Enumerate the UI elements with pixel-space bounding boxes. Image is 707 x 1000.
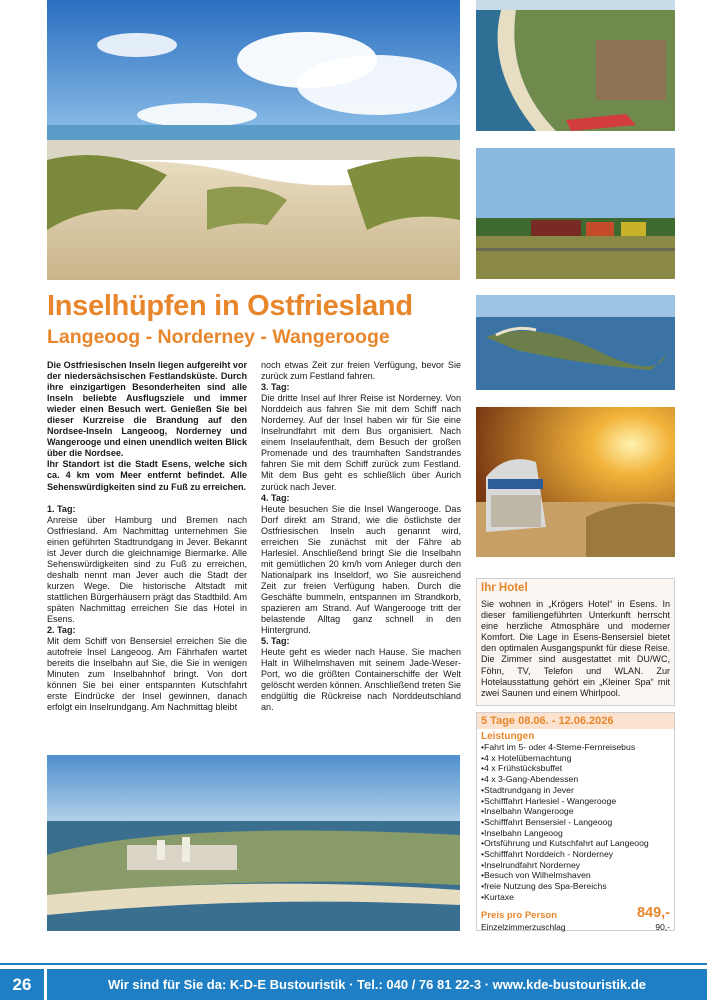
footer-contact: Wir sind für Sie da: K-D-E Bustouristik · Tel.: 040 / 76 81 22-3 · www.kde-bustouristik.de	[47, 969, 707, 1000]
list-item: • 4 x Frühstücksbuffet	[481, 763, 670, 774]
aerial-island-photo	[476, 0, 675, 131]
list-item: • Schifffahrt Norddeich - Norderney	[481, 849, 670, 860]
day2-text: Mit dem Schiff von Bensersiel erreichen Sie die autofreie Insel Langeoog. Am Fährhafen wartet bereits die Inselbahn auf Sie, die Sie in wenigen Minuten zum Inselbahnhof bringt. Von dort können Sie bei einer entspannten Kutschfahrt erste Eindrücke der Insel gewinnen, danach erfolgt ein Inselrundgang. Am Nachmittag bleibt	[47, 636, 247, 713]
day4-text: Heute besuchen Sie die Insel Wangerooge. Das Dorf direkt am Strand, wie die östlichste der Ostfriesischen Inseln auch genannt wird, erreichen Sie zunächst mit der Fähre ab Harlesiel. Anschließend bringt Sie die Inselbahn mit gemütlichen 20 km/h vom Anleger durch den Nationalpark ins Inseldorf, wo Sie ausreichend Zeit zur freien Verfügung haben. Durch die Geschäfte bummeln, entspannen im Strandkorb, spazieren am Strand. Auf Wangerooge tritt der belastende Alltag ganz schnell in den Hintergrund.	[261, 503, 461, 636]
list-item: • freie Nutzung des Spa-Bereichs	[481, 881, 670, 892]
page-number: 26	[0, 969, 44, 1000]
list-item: • Kurtaxe	[481, 892, 670, 903]
trip-date: 5 Tage 08.06. - 12.06.2026	[477, 713, 674, 729]
beach-chair-sunset-photo	[476, 407, 675, 557]
price-label: Preis pro Person	[481, 910, 558, 921]
list-item: • Schifffahrt Harlesiel - Wangerooge	[481, 796, 670, 807]
list-item: • Stadtrundgang in Jever	[481, 785, 670, 796]
intro-text: Die Ostfriesischen Inseln liegen aufgereiht vor der niedersächsischen Festlandsküste. Durch ihre einzigartigen Besonderheiten sind alle Inseln beliebte Ausflugsziele und immer wieder einen Besuch wert. Genießen Sie bei dieser Kurzreise die Brandung auf den Nordsee-Inseln Langeoog, Norderney und Wangerooge und einen unendlich weiten Blick über die Nordsee.	[47, 360, 247, 459]
hotel-text: Sie wohnen in „Krögers Hotel“ in Esens. In dieser familiengeführten Unterkunft herrscht eine herzliche Atmosphäre und moderner Komfort. Die Lage in Esens-Bensersiel bietet den optimalen Ausgangspunkt für diese Reise. Die Zimmer sind ausgestattet mit DU/WC, Föhn, TV, Telefon und WLAN. Zur Hotelausstattung gehört ein „Kleiner Spa“ mit zwei Saunen und einem Whirlpool.	[481, 599, 670, 698]
single-room-surcharge-label: Einzelzimmerzuschlag	[481, 922, 566, 932]
text-column-2	[261, 360, 461, 714]
day1-text: Anreise über Hamburg und Bremen nach Ostfriesland. Am Nachmittag unternehmen Sie einen geführten Stadtrundgang in Jever. Bekannt ist Jever durch die gleichnamige Biermarke. Alle Sehenswürdigkeiten sind zu Fuß zu erreichen, deshalb nennt man Jever auch die Stadt der kurzen Wege. Die historische Altstadt mit stattlichen Bürgerhäusern prägt das Stadtbild. Am späten Nachmittag erreichen Sie das Hotel in Esens.	[47, 514, 247, 625]
list-item: • Besuch von Wilhelmshaven	[481, 870, 670, 881]
leistungen-heading: Leistungen	[481, 731, 535, 742]
list-item: • Inselrundfahrt Norderney	[481, 860, 670, 871]
day2-continued-text: noch etwas Zeit zur freien Verfügung, bevor Sie zurück zum Festland fahren.	[261, 360, 461, 382]
list-item: • Fahrt im 5- oder 4-Sterne-Fernreisebus	[481, 742, 670, 753]
day5-heading: 5. Tag:	[261, 636, 290, 647]
day2-heading: 2. Tag:	[47, 625, 76, 636]
list-item: • Inselbahn Langeoog	[481, 828, 670, 839]
island-aerial-sea-photo	[476, 295, 675, 390]
list-item: • Schifffahrt Bensersiel - Langeoog	[481, 817, 670, 828]
price-value: 849,-	[636, 905, 670, 921]
aerial-coast-town-photo	[47, 755, 460, 931]
hotel-info-box	[476, 578, 675, 706]
day3-heading: 3. Tag:	[261, 382, 290, 393]
dune-beach-photo	[47, 0, 460, 280]
day1-heading: 1. Tag:	[47, 503, 76, 514]
page-title: Inselhüpfen in Ostfriesland	[47, 290, 413, 322]
single-room-surcharge-value: 90,-	[655, 922, 670, 932]
day4-heading: 4. Tag:	[261, 492, 290, 503]
day5-text: Heute geht es wieder nach Hause. Sie machen Halt in Wilhelmshaven mit seinem Jade-Weser-Port, wo die größten Containerschiffe der Welt gelöscht werden können. Anschließend treten Sie endgültig die Rückreise nach Norddeutschland an.	[261, 647, 461, 713]
location-text: Ihr Standort ist die Stadt Esens, welche sich ca. 4 km vom Meer entfernt befindet. Alle Sehenswürdigkeiten sind zu Fuß zu erreichen.	[47, 459, 247, 492]
list-item: • 4 x 3-Gang-Abendessen	[481, 774, 670, 785]
list-item: • Ortsführung und Kutschfahrt auf Langeoog	[481, 838, 670, 849]
hotel-heading: Ihr Hotel	[481, 582, 528, 594]
list-item: • Inselbahn Wangerooge	[481, 806, 670, 817]
footer-divider	[0, 963, 707, 965]
offer-box	[476, 712, 675, 931]
text-column-1	[47, 360, 247, 713]
list-item: • 4 x Hotelübernachtung	[481, 753, 670, 764]
island-train-photo	[476, 148, 675, 279]
page-subtitle: Langeoog - Norderney - Wangerooge	[47, 326, 390, 348]
day3-text: Die dritte Insel auf Ihrer Reise ist Norderney. Von Norddeich aus fahren Sie mit dem Schiff nach Norderney. Auf der Insel haben wir für Sie eine Inselrundfahrt mit dem Bus organisiert. Nach einem Inselaufenthalt, dem Besuch der großen Promenade und des traumhaften Sandstrandes fahren Sie mit dem Schiff zurück zum Festland. Mit dem Bus geht es schließlich über Aurich zurück nach Jever.	[261, 393, 461, 492]
leistungen-list	[477, 742, 674, 903]
